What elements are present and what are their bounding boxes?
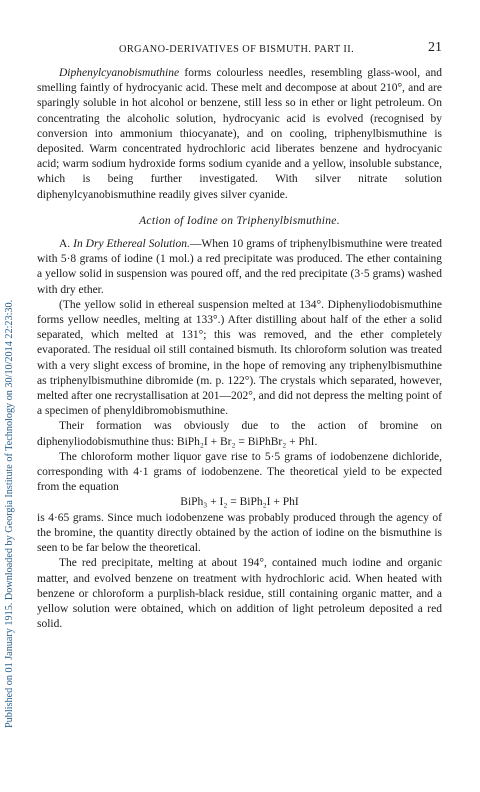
subsection-label: A. (59, 238, 74, 251)
running-head (37, 42, 442, 60)
paragraph-mother-liquor: The chloroform mother liquor gave rise to 5·5 grams of iodobenzene dichloride, corresponding with 4·1 grams of iodobenzene. The theoretical yield to be expected from the equation (37, 450, 442, 494)
paragraph-yellow-solid: (The yellow solid in ethereal suspension melted at 134°. Diphenyliodobismuthine forms yellow needles, melting at 133°.) After distilling about half of the ether a solid separated, which melted at 131°; this was removed, and the ether completely evaporated. The residual oil still contained bismuth. Its chloroform solution was treated with a very slight excess of bromine, in the hope of removing any triphenylbismuthine as triphenylbismuthine dibromide (m. p. 122°). The crystals which separated, however, melted after one recrystallisation at 201—202°, and did not depress the melting point of a specimen of phenyldibromobismuthine. (37, 298, 442, 418)
page-number: 21 (428, 40, 442, 55)
paragraph-formation: Their formation was obviously due to the action of bromine on diphenyliodobismuthine thus: BiPh₂I + Br₂ = BiPhBr₂ + PhI. (37, 420, 442, 448)
subsection-title: In Dry Ethereal Solution. (73, 238, 190, 251)
section-heading: Action of Iodine on Triphenylbismuthine. (139, 214, 340, 227)
paragraph-diphenylcyanobismuthine (37, 66, 442, 203)
paragraph-text: —When 10 grams of triphenylbismuthine were treated with 5·8 grams of iodine (1 mol.) a red precipitate was produced. The ether containing a yellow solid in suspension was poured off, and the red precipitate (3·5 grams) washed with dry ether. (37, 238, 442, 296)
publication-stamp (3, 28, 17, 728)
paragraph-red-precipitate: The red precipitate, melting at about 194°, contained much iodine and organic matter, and evolved benzene on treatment with hydrochloric acid. When heated with benzene or chloroform a purplish-black residue, still containing organic matter, and a yellow solution were obtained, which on addition of light petroleum deposited a red solid. (37, 557, 442, 631)
journal-page (37, 42, 442, 632)
equation: BiPh₃ + I₂ = BiPh₂I + PhI (180, 496, 299, 509)
running-head-title: ORGANO-DERIVATIVES OF BISMUTH. PART II. (119, 44, 355, 55)
paragraph-ethereal-solution (37, 237, 442, 298)
body-text (37, 66, 442, 632)
publication-stamp-text: Published on 01 January 1915. Downloaded by Georgia Institute of Technology on 30/10/2014 22:23:30. (4, 299, 15, 728)
compound-name: Diphenylcyanobismuthine (59, 67, 180, 79)
paragraph-text: forms colourless needles, resembling glass-wool, and smelling faintly of hydrocyanic acid. These melt and decompose at about 210°, and are sparingly soluble in hot alcohol or benzene, still less so in ether or light petroleum. On concentrating the alcoholic solution, hydrocyanic acid is evolved (recognised by conversion into ammonium thiocyanate), and on cooling, triphenylbismuthine is deposited. Warm concentrated hydrochloric acid liberates benzene and hydrocyanic acid; warm sodium hydroxide forms sodium cyanide and a yellow, insoluble substance, which is being further investigated. With silver nitrate solution diphenylcyanobismuthine readily gives silver cyanide. (37, 67, 442, 201)
paragraph-yield: is 4·65 grams. Since much iodobenzene was probably produced through the agency of the bromine, the quantity directly obtained by the action of iodine on the bismuthine is seen to be far below the theoretical. (37, 511, 442, 555)
